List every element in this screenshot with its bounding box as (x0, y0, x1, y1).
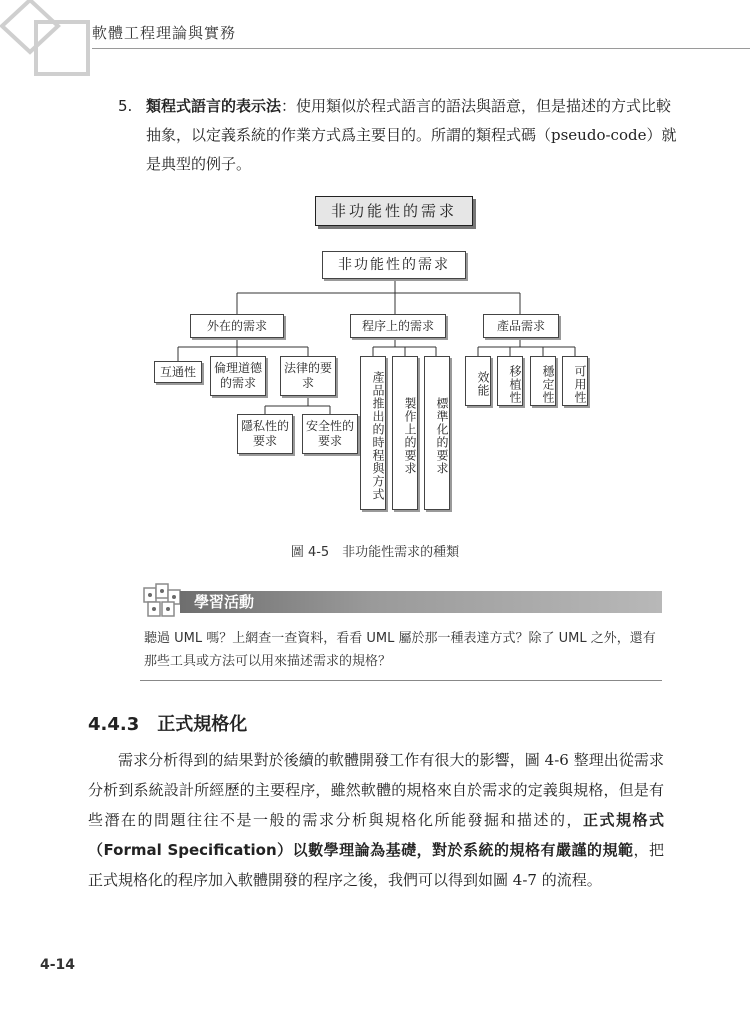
paragraph-part-2: ，把正式規格化的程序加入軟體開發的程序之後，我們可以得到如圖 4-7 的流程。 (88, 841, 664, 889)
list-item-number: 5. (118, 97, 133, 115)
list-item-5 (118, 92, 678, 179)
learning-activity-icon (140, 578, 184, 618)
node-release-schedule-requirements: 產品推出的時程與方式 (360, 356, 386, 510)
node-safety-requirements: 安全性的要求 (302, 414, 358, 454)
node-standardization-requirements: 標準化的要求 (424, 356, 450, 510)
paragraph-bold: 正式規格式（Formal Specification）以數學理論為基礎，對於系統的規格有嚴謹的規範 (88, 811, 664, 859)
learning-activity-rule (140, 680, 662, 681)
list-item-description: ：使用類似於程式語言的語法與語意，但是描述的方式比較抽象，以定義系統的作業方式爲主要目的。所謂的類程式碼（pseudo-code）就是典型的例子。 (146, 97, 677, 173)
diagram-title-box: 非功能性的需求 (315, 196, 473, 226)
section-number: 4.4.3 (88, 714, 140, 735)
list-item-term: 類程式語言的表示法 (146, 97, 282, 115)
node-privacy-requirements: 隱私性的要求 (237, 414, 293, 454)
learning-activity-text: 聽過 UML 嗎？上網查一查資料，看看 UML 屬於那一種表達方式？除了 UML 之外，還有那些工具或方法可以用來描述需求的規格？ (144, 631, 656, 669)
node-ethics-requirements: 倫理道德的需求 (210, 356, 266, 396)
node-production-requirements: 製作上的要求 (392, 356, 418, 510)
node-stability: 穩定性 (530, 356, 556, 406)
node-interoperability: 互通性 (154, 361, 202, 383)
paragraph-part-1: 需求分析得到的結果對於後續的軟體開發工作有很大的影響，圖 4-6 整理出從需求分析到系統設計所經歷的主要程序，雖然軟體的規格來自於需求的定義與規格，但是有些潛在的問題往往不是一般的需求分析與規格化所能發掘和描述的， (88, 751, 664, 829)
root-node: 非功能性的需求 (322, 251, 466, 279)
learning-activity-title: 學習活動 (180, 591, 662, 613)
node-usability: 可用性 (562, 356, 588, 406)
corner-decoration (0, 0, 92, 80)
category-external-requirements: 外在的需求 (190, 314, 284, 338)
section-heading (88, 710, 247, 736)
section-title: 正式規格化 (157, 714, 248, 735)
node-portability: 移植性 (497, 356, 523, 406)
category-process-requirements: 程序上的需求 (350, 314, 446, 338)
list-item-text (146, 92, 678, 179)
node-efficiency: 效能 (465, 356, 491, 406)
page-number: 4-14 (40, 957, 76, 973)
category-product-requirements: 產品需求 (483, 314, 559, 338)
body-paragraph (88, 745, 664, 895)
node-legal-requirements: 法律的要求 (280, 356, 336, 396)
running-head: 軟體工程理論與實務 (92, 24, 237, 42)
nonfunctional-requirements-diagram (140, 190, 600, 530)
figure-caption: 圖 4-5 非功能性需求的種類 (290, 545, 460, 560)
header-rule (92, 48, 750, 49)
